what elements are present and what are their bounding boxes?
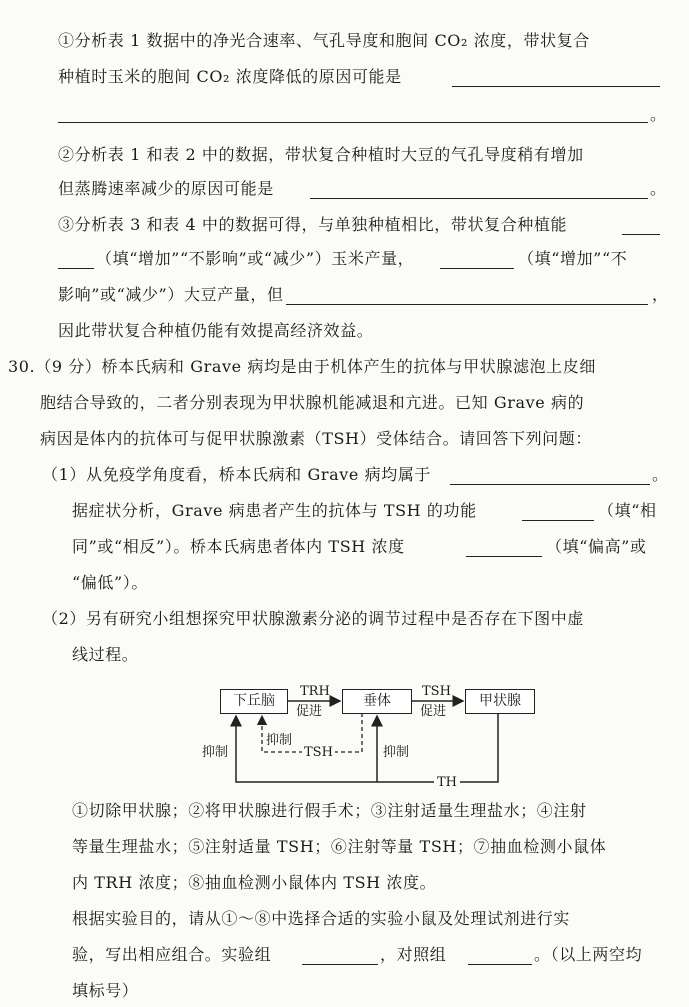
- q30-s1-line3b: （填“偏高”或: [546, 537, 647, 556]
- q1-period: 。: [650, 105, 667, 124]
- experiment-group-blank[interactable]: [302, 964, 378, 965]
- ask-line1: 根据实验目的，请从①～⑧中选择合适的实验小鼠及处理试剂进行实: [72, 909, 571, 928]
- pituitary-box: 垂体: [342, 689, 412, 714]
- tsh-dashed-label: TSH: [304, 745, 333, 760]
- options-line2: 等量生理盐水；⑤注射适量 TSH；⑥注射等量 TSH；⑦抽血检测小鼠体: [72, 837, 607, 856]
- promote-label-2: 促进: [420, 704, 447, 719]
- q30-text-line1: 30.（9 分）桥本氏病和 Grave 病均是由于机体产生的抗体与甲状腺滤泡上皮细: [8, 357, 596, 376]
- q2-period: 。: [650, 179, 667, 198]
- thyroid-box: 甲状腺: [465, 689, 535, 714]
- q30-s2-line1: （2）另有研究小组想探究甲状腺激素分泌的调节过程中是否存在下图中虚: [42, 609, 584, 628]
- q30-s1-line1: （1）从免疫学角度看，桥本氏病和 Grave 病均属于: [42, 465, 432, 484]
- control-group-blank[interactable]: [468, 964, 532, 965]
- q3-text-line2b: （填“增加”“不: [518, 249, 628, 268]
- q3-text-line3a: 影响”或“减少”）大豆产量，但: [58, 285, 284, 304]
- q30-text-line3: 病因是体内的抗体可与促甲状腺激素（TSH）受体结合。请回答下列问题：: [40, 429, 592, 448]
- ask-line2a: 验，写出相应组合。实验组: [72, 945, 272, 964]
- hypothalamus-box: 下丘脑: [220, 689, 288, 714]
- inhibit-label-dashed: 抑制: [266, 733, 293, 748]
- q1-text-line2: 种植时玉米的胞间 CO₂ 浓度降低的原因可能是: [58, 67, 402, 86]
- q30-s1-line2b: （填“相: [598, 501, 657, 520]
- q3-comma: ，: [652, 285, 669, 304]
- q30-s1-line2a: 据症状分析，Grave 病患者产生的抗体与 TSH 的功能: [72, 501, 477, 520]
- ask-line2b: ，对照组: [380, 945, 447, 964]
- q30-text-line2: 胞结合导致的，二者分别表现为甲状腺机能减退和亢进。已知 Grave 病的: [40, 393, 585, 412]
- th-label: TH: [434, 775, 460, 790]
- q30-s1-line3a: 同”或“相反”）。桥本氏病患者体内 TSH 浓度: [72, 537, 405, 556]
- q2-text-line2: 但蒸腾速率减少的原因可能是: [58, 179, 274, 198]
- q30-s2-line2: 线过程。: [72, 645, 139, 664]
- q3-text-line2a: （填“增加”“不影响”或“减少”）玉米产量，: [96, 249, 415, 268]
- q3-text-line4: 因此带状复合种植仍能有效提高经济效益。: [58, 321, 374, 340]
- promote-label-1: 促进: [296, 704, 323, 719]
- ask-line2c: 。（以上两空均: [534, 945, 643, 964]
- ask-line3: 填标号）: [72, 981, 139, 1000]
- inhibit-label-left: 抑制: [202, 745, 229, 760]
- trh-label: TRH: [300, 684, 330, 699]
- q2-text-line1: ②分析表 1 和表 2 中的数据，带状复合种植时大豆的气孔导度稍有增加: [58, 145, 584, 164]
- q30-s1-line4: “偏低”）。: [72, 573, 148, 592]
- options-line3: 内 TRH 浓度；⑧抽血检测小鼠体内 TSH 浓度。: [72, 873, 437, 892]
- tsh-label: TSH: [422, 684, 451, 699]
- inhibit-label-mid: 抑制: [383, 745, 410, 760]
- q30-s1-period: 。: [652, 465, 669, 484]
- q1-text-line1: ①分析表 1 数据中的净光合速率、气孔导度和胞间 CO₂ 浓度，带状复合: [58, 31, 590, 50]
- q3-text-line1: ③分析表 3 和表 4 中的数据可得，与单独种植相比，带状复合种植能: [58, 215, 568, 234]
- options-line1: ①切除甲状腺；②将甲状腺进行假手术；③注射适量生理盐水；④注射: [72, 801, 587, 820]
